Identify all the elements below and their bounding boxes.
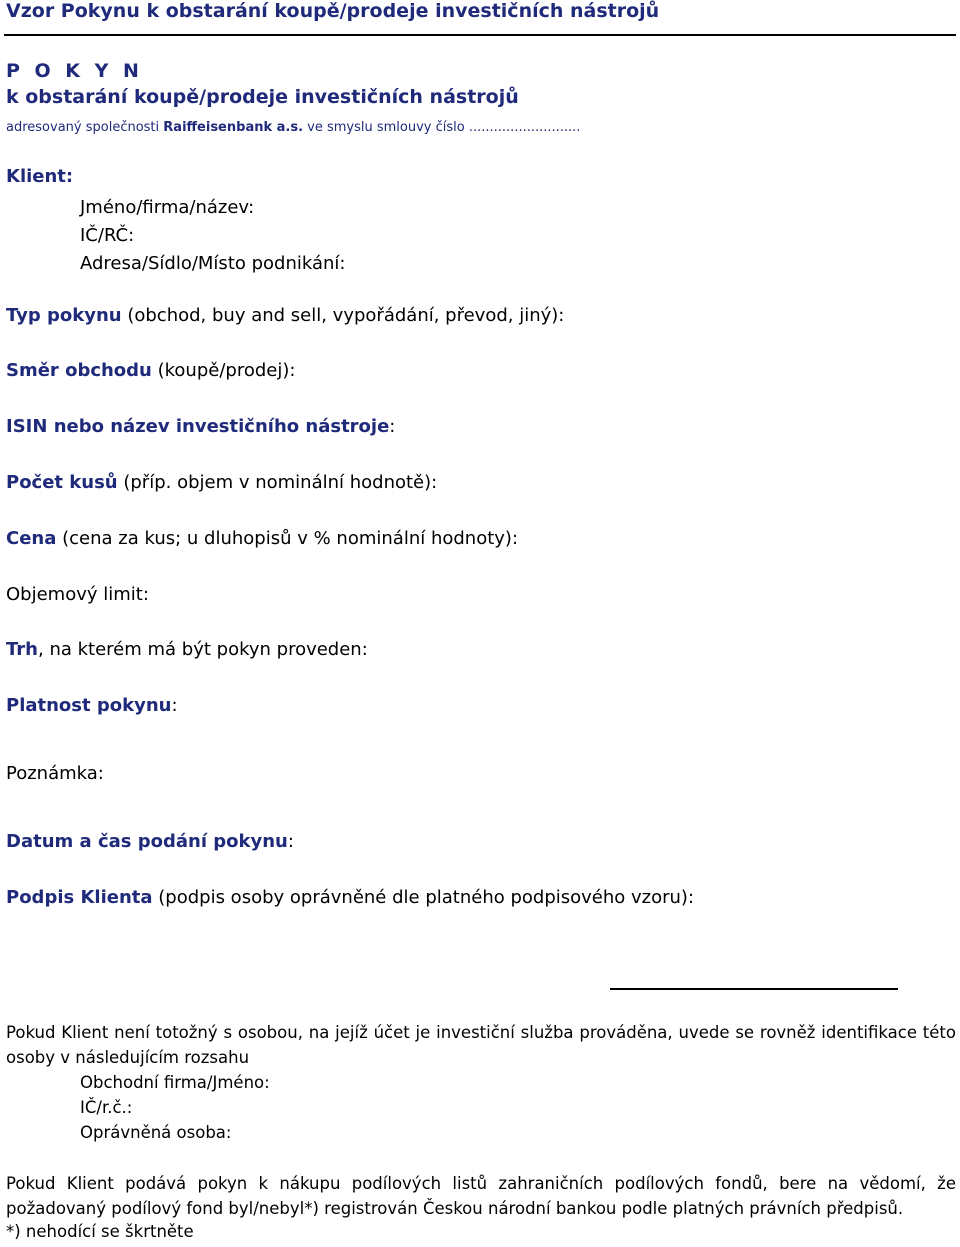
market-field: Trh, na kterém má být pokyn proveden:	[6, 639, 368, 660]
signature-line	[610, 988, 898, 990]
identification-paragraph: Pokud Klient není totožný s osobou, na jejíž účet je investiční služba prováděna, uvede se rovněž identifikace této osoby v následujícím rozsahu	[6, 1023, 956, 1067]
client-name-field: Jméno/firma/název:	[80, 197, 255, 218]
pokyn-title: P O K Y N	[6, 60, 143, 82]
price-field: Cena (cena za kus; u dluhopisů v % nominální hodnoty):	[6, 528, 519, 549]
addressed-line	[6, 120, 580, 135]
order-type-field: Typ pokynu (obchod, buy and sell, vypořádání, převod, jiný):	[6, 305, 565, 326]
pokyn-subtitle: k obstarání koupě/prodeje investičních nástrojů	[6, 86, 519, 108]
trade-direction-field: Směr obchodu (koupě/prodej):	[6, 360, 296, 381]
bank-name: Raiffeisenbank a.s.	[163, 120, 304, 135]
quantity-field: Počet kusů (příp. objem v nominální hodnotě):	[6, 472, 438, 493]
document-title: Vzor Pokynu k obstarání koupě/prodeje investičních nástrojů	[6, 0, 660, 22]
client-label: Klient:	[6, 166, 74, 187]
addressed-suffix: ve smyslu smlouvy číslo ...........................	[303, 120, 581, 135]
title-divider	[4, 34, 956, 36]
client-address-field: Adresa/Sídlo/Místo podnikání:	[80, 253, 346, 274]
datetime-field: Datum a čas podání pokynu:	[6, 831, 294, 852]
funds-paragraph: Pokud Klient podává pokyn k nákupu podílových listů zahraničních podílových fondů, bere na vědomí, že požadovaný podílový fond byl/nebyl*) registrován Českou národní bankou podle platných právních předpisů.	[6, 1174, 956, 1218]
footnote: *) nehodící se škrtněte	[6, 1222, 194, 1241]
identification-authorized: Oprávněná osoba:	[80, 1123, 232, 1142]
isin-field: ISIN nebo název investičního nástroje:	[6, 416, 396, 437]
volume-limit-field: Objemový limit:	[6, 584, 149, 605]
client-id-field: IČ/RČ:	[80, 225, 135, 246]
identification-firm: Obchodní firma/Jméno:	[80, 1073, 270, 1092]
signature-field: Podpis Klienta (podpis osoby oprávněné dle platného podpisového vzoru):	[6, 887, 695, 908]
note-field: Poznámka:	[6, 763, 104, 784]
identification-id: IČ/r.č.:	[80, 1098, 133, 1117]
validity-field: Platnost pokynu:	[6, 695, 178, 716]
addressed-prefix: adresovaný společnosti	[6, 120, 164, 135]
